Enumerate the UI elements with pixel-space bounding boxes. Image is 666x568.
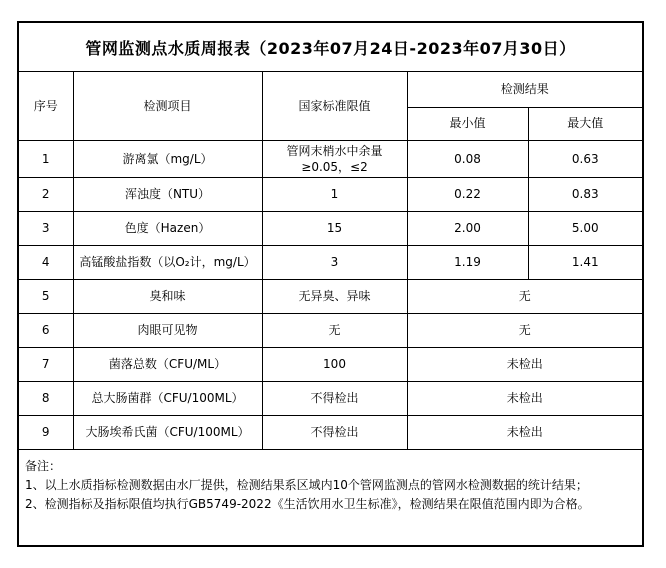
report-title: 管网监测点水质周报表（2023年07月24日-2023年07月30日）: [19, 23, 642, 72]
header-row-top: [19, 72, 642, 107]
cell-no: 7: [19, 347, 73, 381]
cell-limit: 3: [262, 245, 407, 279]
cell-result: 未检出: [407, 347, 642, 381]
cell-max: 1.41: [528, 245, 642, 279]
cell-limit: 无异臭、异味: [262, 279, 407, 313]
cell-item: 肉眼可见物: [73, 313, 262, 347]
header-limit: 国家标准限值: [262, 72, 407, 140]
notes-label: 备注：: [25, 458, 62, 473]
cell-limit: 1: [262, 177, 407, 211]
table-row: [19, 347, 642, 381]
cell-no: 2: [19, 177, 73, 211]
cell-item: 高锰酸盐指数（以O₂计，mg/L）: [73, 245, 262, 279]
table-row: [19, 245, 642, 279]
table-row: [19, 415, 642, 449]
cell-limit: 15: [262, 211, 407, 245]
cell-limit: 100: [262, 347, 407, 381]
table-row: [19, 313, 642, 347]
cell-limit: 不得检出: [262, 415, 407, 449]
cell-no: 3: [19, 211, 73, 245]
header-result: 检测结果: [407, 72, 642, 107]
cell-no: 8: [19, 381, 73, 415]
cell-item: 总大肠菌群（CFU/100ML）: [73, 381, 262, 415]
header-item: 检测项目: [73, 72, 262, 140]
notes-block: [19, 450, 642, 545]
cell-max: 5.00: [528, 211, 642, 245]
cell-item: 浑浊度（NTU）: [73, 177, 262, 211]
header-index: 序号: [19, 72, 73, 140]
cell-max: 0.83: [528, 177, 642, 211]
report-sheet: [17, 21, 644, 547]
cell-no: 5: [19, 279, 73, 313]
notes-line-2: 2、检测指标及指标限值均执行GB5749-2022《生活饮用水卫生标准》，检测结果在限值范围内即为合格。: [25, 496, 590, 511]
cell-item: 大肠埃希氏菌（CFU/100ML）: [73, 415, 262, 449]
cell-min: 2.00: [407, 211, 528, 245]
cell-max: 0.63: [528, 140, 642, 177]
cell-no: 4: [19, 245, 73, 279]
header-min: 最小值: [407, 107, 528, 140]
cell-result: 无: [407, 313, 642, 347]
cell-result: 未检出: [407, 415, 642, 449]
cell-min: 1.19: [407, 245, 528, 279]
table-row: [19, 279, 642, 313]
header-max: 最大值: [528, 107, 642, 140]
table-row: [19, 140, 642, 177]
table-row: [19, 381, 642, 415]
cell-no: 1: [19, 140, 73, 177]
notes-line-1: 1、以上水质指标检测数据由水厂提供，检测结果系区域内10个管网监测点的管网水检测数据的统计结果；: [25, 477, 588, 492]
cell-limit: 无: [262, 313, 407, 347]
cell-item: 游离氯（mg/L）: [73, 140, 262, 177]
cell-item: 臭和味: [73, 279, 262, 313]
cell-result: 未检出: [407, 381, 642, 415]
cell-no: 9: [19, 415, 73, 449]
cell-min: 0.08: [407, 140, 528, 177]
cell-result: 无: [407, 279, 642, 313]
table-row: [19, 177, 642, 211]
cell-min: 0.22: [407, 177, 528, 211]
cell-no: 6: [19, 313, 73, 347]
cell-limit: 管网末梢水中余量≥0.05，≤2: [262, 140, 407, 177]
cell-item: 色度（Hazen）: [73, 211, 262, 245]
cell-limit: 不得检出: [262, 381, 407, 415]
cell-item: 菌落总数（CFU/ML）: [73, 347, 262, 381]
water-quality-table: [19, 72, 642, 450]
table-row: [19, 211, 642, 245]
